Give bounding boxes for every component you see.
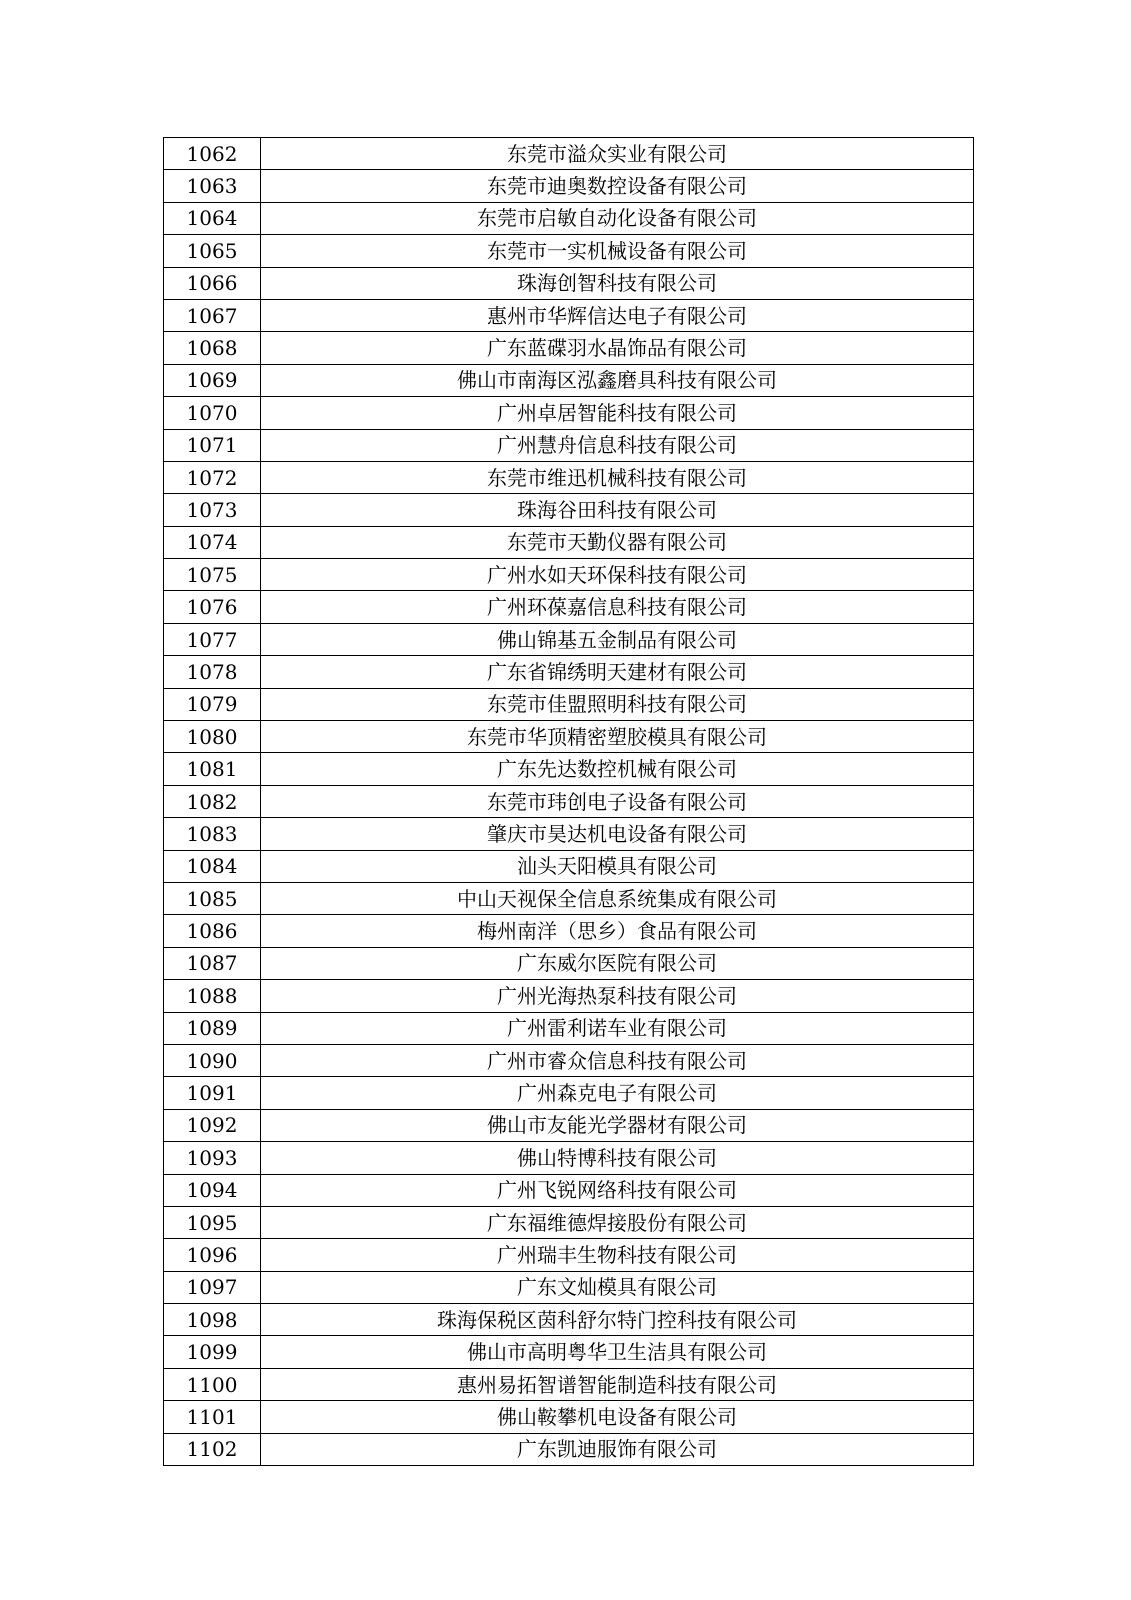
row-number-cell: 1097: [164, 1271, 261, 1303]
company-name-cell: 广东蓝碟羽水晶饰品有限公司: [261, 332, 974, 364]
company-name-cell: 广州雷利诺车业有限公司: [261, 1012, 974, 1044]
row-number-cell: 1081: [164, 753, 261, 785]
table-row: [164, 1304, 974, 1336]
table-row: [164, 1433, 974, 1465]
row-number-cell: 1063: [164, 170, 261, 202]
company-name-cell: 惠州市华辉信达电子有限公司: [261, 299, 974, 331]
row-number-cell: 1093: [164, 1142, 261, 1174]
row-number-cell: 1094: [164, 1174, 261, 1206]
row-number-cell: 1065: [164, 235, 261, 267]
table-row: [164, 1401, 974, 1433]
table-row: [164, 688, 974, 720]
company-name-cell: 东莞市一实机械设备有限公司: [261, 235, 974, 267]
table-row: [164, 753, 974, 785]
row-number-cell: 1067: [164, 299, 261, 331]
company-name-cell: 东莞市启敏自动化设备有限公司: [261, 202, 974, 234]
table-row: [164, 818, 974, 850]
company-name-cell: 广州市睿众信息科技有限公司: [261, 1044, 974, 1076]
company-name-cell: 东莞市玮创电子设备有限公司: [261, 785, 974, 817]
company-name-cell: 珠海谷田科技有限公司: [261, 494, 974, 526]
row-number-cell: 1083: [164, 818, 261, 850]
row-number-cell: 1086: [164, 915, 261, 947]
table-row: [164, 850, 974, 882]
company-name-cell: 东莞市迪奥数控设备有限公司: [261, 170, 974, 202]
table-row: [164, 299, 974, 331]
row-number-cell: 1072: [164, 461, 261, 493]
row-number-cell: 1089: [164, 1012, 261, 1044]
table-row: [164, 1044, 974, 1076]
row-number-cell: 1074: [164, 526, 261, 558]
company-name-cell: 珠海创智科技有限公司: [261, 267, 974, 299]
company-name-cell: 广州光海热泵科技有限公司: [261, 980, 974, 1012]
row-number-cell: 1098: [164, 1304, 261, 1336]
table-row: [164, 623, 974, 655]
row-number-cell: 1099: [164, 1336, 261, 1368]
table-row: [164, 235, 974, 267]
table-row: [164, 591, 974, 623]
company-list-table: [163, 137, 974, 1466]
table-row: [164, 461, 974, 493]
company-name-cell: 佛山市友能光学器材有限公司: [261, 1109, 974, 1141]
company-name-cell: 东莞市华顶精密塑胶模具有限公司: [261, 721, 974, 753]
company-name-cell: 中山天视保全信息系统集成有限公司: [261, 882, 974, 914]
table-row: [164, 1271, 974, 1303]
company-name-cell: 广东凯迪服饰有限公司: [261, 1433, 974, 1465]
row-number-cell: 1066: [164, 267, 261, 299]
table-row: [164, 1142, 974, 1174]
row-number-cell: 1095: [164, 1206, 261, 1238]
table-row: [164, 947, 974, 979]
row-number-cell: 1079: [164, 688, 261, 720]
row-number-cell: 1092: [164, 1109, 261, 1141]
row-number-cell: 1075: [164, 559, 261, 591]
row-number-cell: 1101: [164, 1401, 261, 1433]
company-name-cell: 汕头天阳模具有限公司: [261, 850, 974, 882]
table-row: [164, 170, 974, 202]
row-number-cell: 1102: [164, 1433, 261, 1465]
table-row: [164, 138, 974, 170]
row-number-cell: 1080: [164, 721, 261, 753]
table-row: [164, 1012, 974, 1044]
table-row: [164, 1206, 974, 1238]
table-row: [164, 267, 974, 299]
row-number-cell: 1070: [164, 397, 261, 429]
company-name-cell: 东莞市天勤仪器有限公司: [261, 526, 974, 558]
row-number-cell: 1091: [164, 1077, 261, 1109]
company-name-cell: 广州飞锐网络科技有限公司: [261, 1174, 974, 1206]
company-name-cell: 广州水如天环保科技有限公司: [261, 559, 974, 591]
company-name-cell: 佛山市高明粤华卫生洁具有限公司: [261, 1336, 974, 1368]
company-name-cell: 东莞市溢众实业有限公司: [261, 138, 974, 170]
row-number-cell: 1082: [164, 785, 261, 817]
company-name-cell: 惠州易拓智谱智能制造科技有限公司: [261, 1368, 974, 1400]
table-row: [164, 1077, 974, 1109]
table-row: [164, 494, 974, 526]
table-row: [164, 1239, 974, 1271]
table-row: [164, 1174, 974, 1206]
company-name-cell: 广州瑞丰生物科技有限公司: [261, 1239, 974, 1271]
row-number-cell: 1073: [164, 494, 261, 526]
table-row: [164, 656, 974, 688]
company-name-cell: 东莞市维迅机械科技有限公司: [261, 461, 974, 493]
company-name-cell: 佛山锦基五金制品有限公司: [261, 623, 974, 655]
table-row: [164, 1109, 974, 1141]
company-name-cell: 梅州南洋（思乡）食品有限公司: [261, 915, 974, 947]
row-number-cell: 1096: [164, 1239, 261, 1271]
row-number-cell: 1068: [164, 332, 261, 364]
company-name-cell: 珠海保税区茵科舒尔特门控科技有限公司: [261, 1304, 974, 1336]
company-name-cell: 肇庆市昊达机电设备有限公司: [261, 818, 974, 850]
company-name-cell: 佛山特博科技有限公司: [261, 1142, 974, 1174]
company-name-cell: 东莞市佳盟照明科技有限公司: [261, 688, 974, 720]
table-body: [164, 138, 974, 1466]
company-name-cell: 广东省锦绣明天建材有限公司: [261, 656, 974, 688]
row-number-cell: 1090: [164, 1044, 261, 1076]
table-row: [164, 882, 974, 914]
table-row: [164, 526, 974, 558]
table-row: [164, 202, 974, 234]
table-row: [164, 332, 974, 364]
table-row: [164, 559, 974, 591]
company-name-cell: 广东文灿模具有限公司: [261, 1271, 974, 1303]
row-number-cell: 1085: [164, 882, 261, 914]
company-name-cell: 广东福维德焊接股份有限公司: [261, 1206, 974, 1238]
table-row: [164, 915, 974, 947]
row-number-cell: 1071: [164, 429, 261, 461]
company-name-cell: 广州环葆嘉信息科技有限公司: [261, 591, 974, 623]
row-number-cell: 1076: [164, 591, 261, 623]
row-number-cell: 1084: [164, 850, 261, 882]
row-number-cell: 1100: [164, 1368, 261, 1400]
company-name-cell: 广东威尔医院有限公司: [261, 947, 974, 979]
company-name-cell: 广州森克电子有限公司: [261, 1077, 974, 1109]
table-row: [164, 785, 974, 817]
row-number-cell: 1088: [164, 980, 261, 1012]
row-number-cell: 1087: [164, 947, 261, 979]
company-name-cell: 广州慧舟信息科技有限公司: [261, 429, 974, 461]
company-name-cell: 佛山鞍攀机电设备有限公司: [261, 1401, 974, 1433]
row-number-cell: 1069: [164, 364, 261, 396]
company-name-cell: 广东先达数控机械有限公司: [261, 753, 974, 785]
company-name-cell: 佛山市南海区泓鑫磨具科技有限公司: [261, 364, 974, 396]
row-number-cell: 1078: [164, 656, 261, 688]
company-name-cell: 广州卓居智能科技有限公司: [261, 397, 974, 429]
row-number-cell: 1077: [164, 623, 261, 655]
row-number-cell: 1062: [164, 138, 261, 170]
row-number-cell: 1064: [164, 202, 261, 234]
table-row: [164, 1368, 974, 1400]
table-row: [164, 1336, 974, 1368]
table-row: [164, 364, 974, 396]
table-row: [164, 429, 974, 461]
table-row: [164, 397, 974, 429]
table-row: [164, 980, 974, 1012]
table-row: [164, 721, 974, 753]
